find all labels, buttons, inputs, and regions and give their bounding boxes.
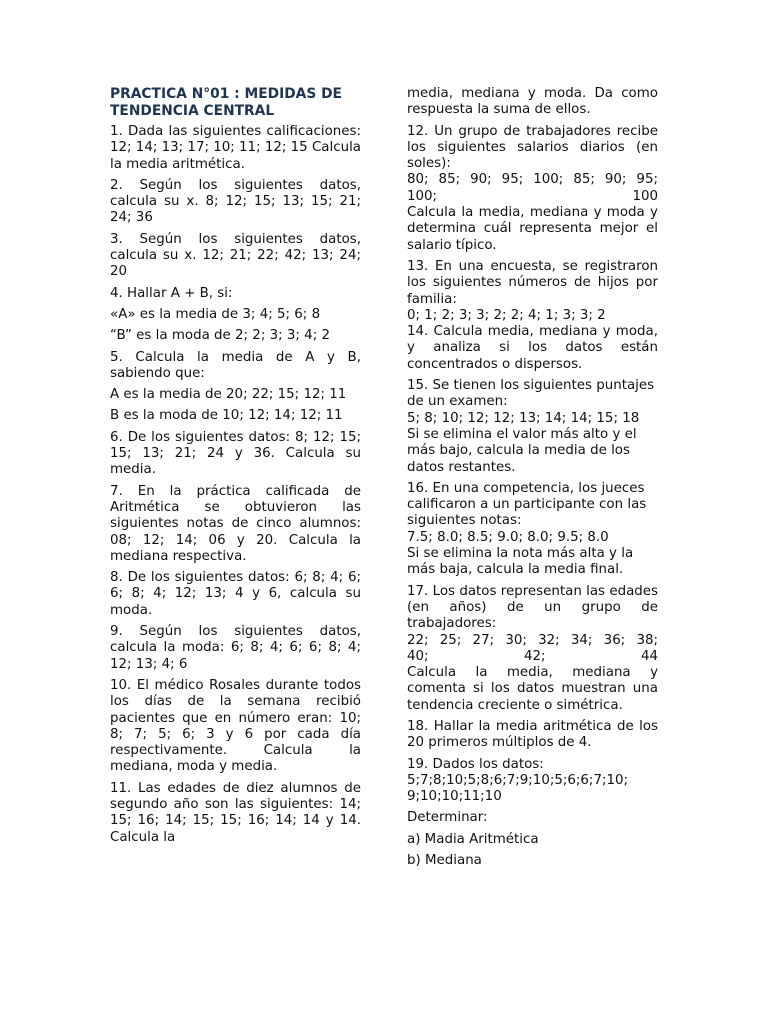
question-12-data-line-1: 80; 85; 90; 95; 100; 85; 90; 95; [407,172,658,188]
question-5-a: A es la media de 20; 22; 15; 12; 11 [110,387,347,403]
question-12-data-line-2 [407,189,658,205]
question-16: 16. En una competencia, los jueces calificaron a un participante con las siguientes notas: [407,480,647,529]
question-15-data: 5; 8; 10; 12; 12; 13; 14; 14; 15; 18 [407,410,640,426]
question-13: 13. En una encuesta, se registraron los siguientes números de hijos por familia: [407,258,658,307]
question-12-task: Calcula la media, mediana y moda y determina cuál representa mejor el salario típico. [407,205,658,253]
question-11: 11. Las edades de diez alumnos de segundo año son las siguientes: 14; 15; 16; 14; 15; 15; 16; 14; 14 y 14. Calcula la [110,780,361,845]
question-4: 4. Hallar A + B, si: [110,285,233,301]
question-10: 10. El médico Rosales durante todos los días de la semana recibió pacientes que en número eran: 10; 8; 7; 5; 6; 3 y 6 por cada día respectivamente. Calcula la mediana, moda y media. [110,677,361,775]
question-17-data-value: 44 [640,648,658,664]
question-15: 15. Se tienen los siguientes puntajes de un examen: [407,378,655,410]
page-title: PRACTICA N°01 : MEDIDAS DE TENDENCIA CENTRAL [110,86,342,119]
right-column [407,86,658,874]
question-7: 7. En la práctica calificada de Aritmética se obtuvieron las siguientes notas de cinco alumnos: 08; 12; 14; 06 y 20. Calcula la mediana respectiva. [110,483,361,564]
question-12: 12. Un grupo de trabajadores recibe los siguientes salarios diarios (en soles): [407,123,658,172]
question-8: 8. De los siguientes datos: 6; 8; 4; 6; 6; 8; 4; 12; 13; 4 y 6, calcula su moda. [110,570,361,618]
question-19: 19. Dados los datos: 5;7;8;10;5;8;6;7;9;10;5;6;6;7;10; 9;10;10;11;10 [407,756,629,805]
question-4-b: “B” es la moda de 2; 2; 3; 3; 4; 2 [110,328,330,344]
question-15-task: Si se elimina el valor más alto y el más bajo, calcula la media de los datos restantes. [407,426,637,475]
question-3: 3. Según los siguientes datos, calcula su x. 12; 21; 22; 42; 13; 24; 20 [110,231,361,280]
question-2: 2. Según los siguientes datos, calcula su x. 8; 12; 15; 13; 15; 21; 24; 36 [110,177,361,226]
question-17-data-value: 40; [407,648,429,664]
left-column [110,86,361,851]
question-17-data-line-2 [407,649,658,665]
question-5: 5. Calcula la media de A y B, sabiendo que: [110,349,361,381]
question-19-item-a: a) Madia Aritmética [407,831,539,847]
question-12-data-value: 100; [407,188,438,204]
question-16-data: 7.5; 8.0; 8.5; 9.0; 8.0; 9.5; 8.0 [407,529,609,545]
question-5-b: B es la moda de 10; 12; 14; 12; 11 [110,408,343,424]
question-6: 6. De los siguientes datos: 8; 12; 15; 15; 13; 21; 24 y 36. Calcula su media. [110,429,361,478]
question-17: 17. Los datos representan las edades (en años) de un grupo de trabajadores: [407,583,658,632]
question-19-item-b: b) Mediana [407,853,482,869]
question-18: 18. Hallar la media aritmética de los 20 primeros múltiplos de 4. [407,718,658,751]
question-11-continued: media, mediana y moda. Da como respuesta la suma de ellos. [407,86,658,118]
question-17-data-line-1: 22; 25; 27; 30; 32; 34; 36; 38; [407,632,658,648]
question-14: 14. Calcula media, mediana y moda, y analiza si los datos están concentrados o dispersos. [407,324,658,372]
question-19-instruction: Determinar: [407,810,488,826]
question-9: 9. Según los siguientes datos, calcula la moda: 6; 8; 4; 6; 6; 8; 4; 12; 13; 4; 6 [110,624,361,672]
question-17-data-value: 42; [523,648,546,664]
question-13-data: 0; 1; 2; 3; 3; 2; 2; 4; 1; 3; 3; 2 [407,307,606,323]
question-12-data-value: 100 [632,188,658,204]
question-4-a: «A» es la media de 3; 4; 5; 6; 8 [110,306,321,322]
question-1: 1. Dada las siguientes calificaciones: 12; 14; 13; 17; 10; 11; 12; 15 Calcula la media aritmética. [110,124,361,172]
question-17-task: Calcula la media, mediana y comenta si los datos muestran una tendencia creciente o simétrica. [407,665,658,713]
question-16-task: Si se elimina la nota más alta y la más baja, calcula la media final. [407,546,634,578]
